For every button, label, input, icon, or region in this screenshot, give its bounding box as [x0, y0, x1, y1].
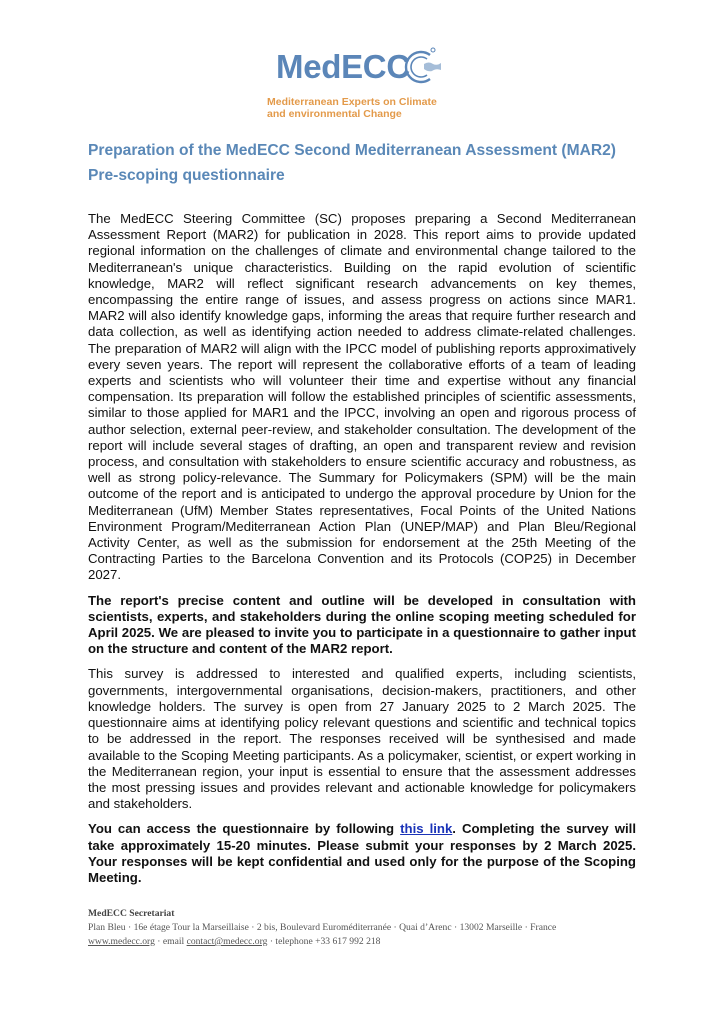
footer-org: MedECC Secretariat: [88, 908, 175, 919]
logo-tagline-line2: and environmental Change: [267, 108, 402, 120]
title-line1: Preparation of the MedECC Second Mediterranean Assessment (MAR2): [88, 142, 616, 159]
access-text-after: . Completing the survey will take approximately 15-20 minutes. Please submit your responses by 2 March 2025. Your responses will be kept confidential and used only for the purpose of the Scoping Meeting.: [88, 821, 636, 885]
title-line2: Pre-scoping questionnaire: [88, 167, 285, 184]
document-body: [88, 211, 636, 895]
footer-contact: [88, 935, 648, 949]
intro-paragraph: The MedECC Steering Committee (SC) proposes preparing a Second Mediterranean Assessment Report (MAR2) for publication in 2028. This report aims to provide updated regional information on the challenges of climate and environmental change tailored to the Mediterranean's unique characteristics. Building on the rapid evolution of scientific knowledge, MAR2 will reflect significant research advancements on key themes, encompassing the entire range of issues, and assess progress on actions since MAR1. MAR2 will also identify knowledge gaps, informing the areas that require further research and data collection, as well as identifying action needed to address climate-related challenges. The preparation of MAR2 will align with the IPCC model of publishing reports approximatively every seven years. The report will represent the collaborative efforts of a team of leading experts and scientists who will volunteer their time and expertise without any financial compensation. Its preparation will follow the established principles of scientific assessments, similar to those applied for MAR1 and the IPCC, involving an open and rigorous process of author selection, external peer-review, and stakeholder consultation. The development of the report will include several stages of drafting, an open and transparent review and revision process, and consultation with stakeholders to ensure scientific accuracy and robustness, as well as strong policy-relevance. The Summary for Policymakers (SPM) will be the main outcome of the report and is anticipated to undergo the approval procedure by Union for the Mediterranean (UfM) Member States representatives, Focal Points of the United Nations Environment Program/Mediterranean Action Plan (UNEP/MAP) and Plan Bleu/Regional Activity Center, as well as the submission for endorsement at the 25th Meeting of the Contracting Parties to the Barcelona Convention and its Protocols (COP25) in December 2027.: [88, 211, 636, 583]
website-link[interactable]: www.medecc.org: [88, 936, 155, 947]
footer-telephone: · telephone +33 617 992 218: [267, 936, 381, 947]
logo-tagline: [267, 96, 487, 120]
page-footer: [88, 907, 648, 949]
access-paragraph: [88, 821, 636, 886]
logo-tagline-line1: Mediterranean Experts on Climate: [267, 96, 437, 108]
email-link[interactable]: contact@medecc.org: [186, 936, 268, 947]
footer-sep-email: · email: [154, 936, 187, 947]
footer-address: Plan Bleu · 16e étage Tour la Marseillaise · 2 bis, Boulevard Euroméditerranée · Quai d’Arenc · 13002 Marseille · France: [88, 922, 557, 933]
logo-mediterranean-c-icon: [400, 46, 442, 88]
document-title: [88, 138, 648, 188]
logo-wordmark: MedECC: [276, 48, 410, 85]
questionnaire-link[interactable]: this link: [400, 821, 453, 837]
medecc-logo: [262, 42, 482, 122]
survey-paragraph: This survey is addressed to interested and qualified experts, including scientists, governments, intergovernmental organisations, decision-makers, practitioners, and other knowledge holders. The survey is open from 27 January 2025 to 2 March 2025. The questionnaire aims at identifying policy relevant questions and scientific and technical topics to be addressed in the report. The responses received will be synthesised and made available to the Scoping Meeting participants. As a policymaker, scientist, or expert working in the Mediterranean region, your input is essential to ensure that the assessment addresses the most pressing issues and provides relevant and actionable knowledge for policymakers and stakeholders.: [88, 666, 636, 812]
access-text-before: You can access the questionnaire by following: [88, 821, 401, 837]
consultation-paragraph: The report's precise content and outline will be developed in consultation with scientists, experts, and stakeholders during the online scoping meeting scheduled for April 2025. We are pleased to invite you to participate in a questionnaire to gather input on the structure and content of the MAR2 report.: [88, 592, 636, 657]
